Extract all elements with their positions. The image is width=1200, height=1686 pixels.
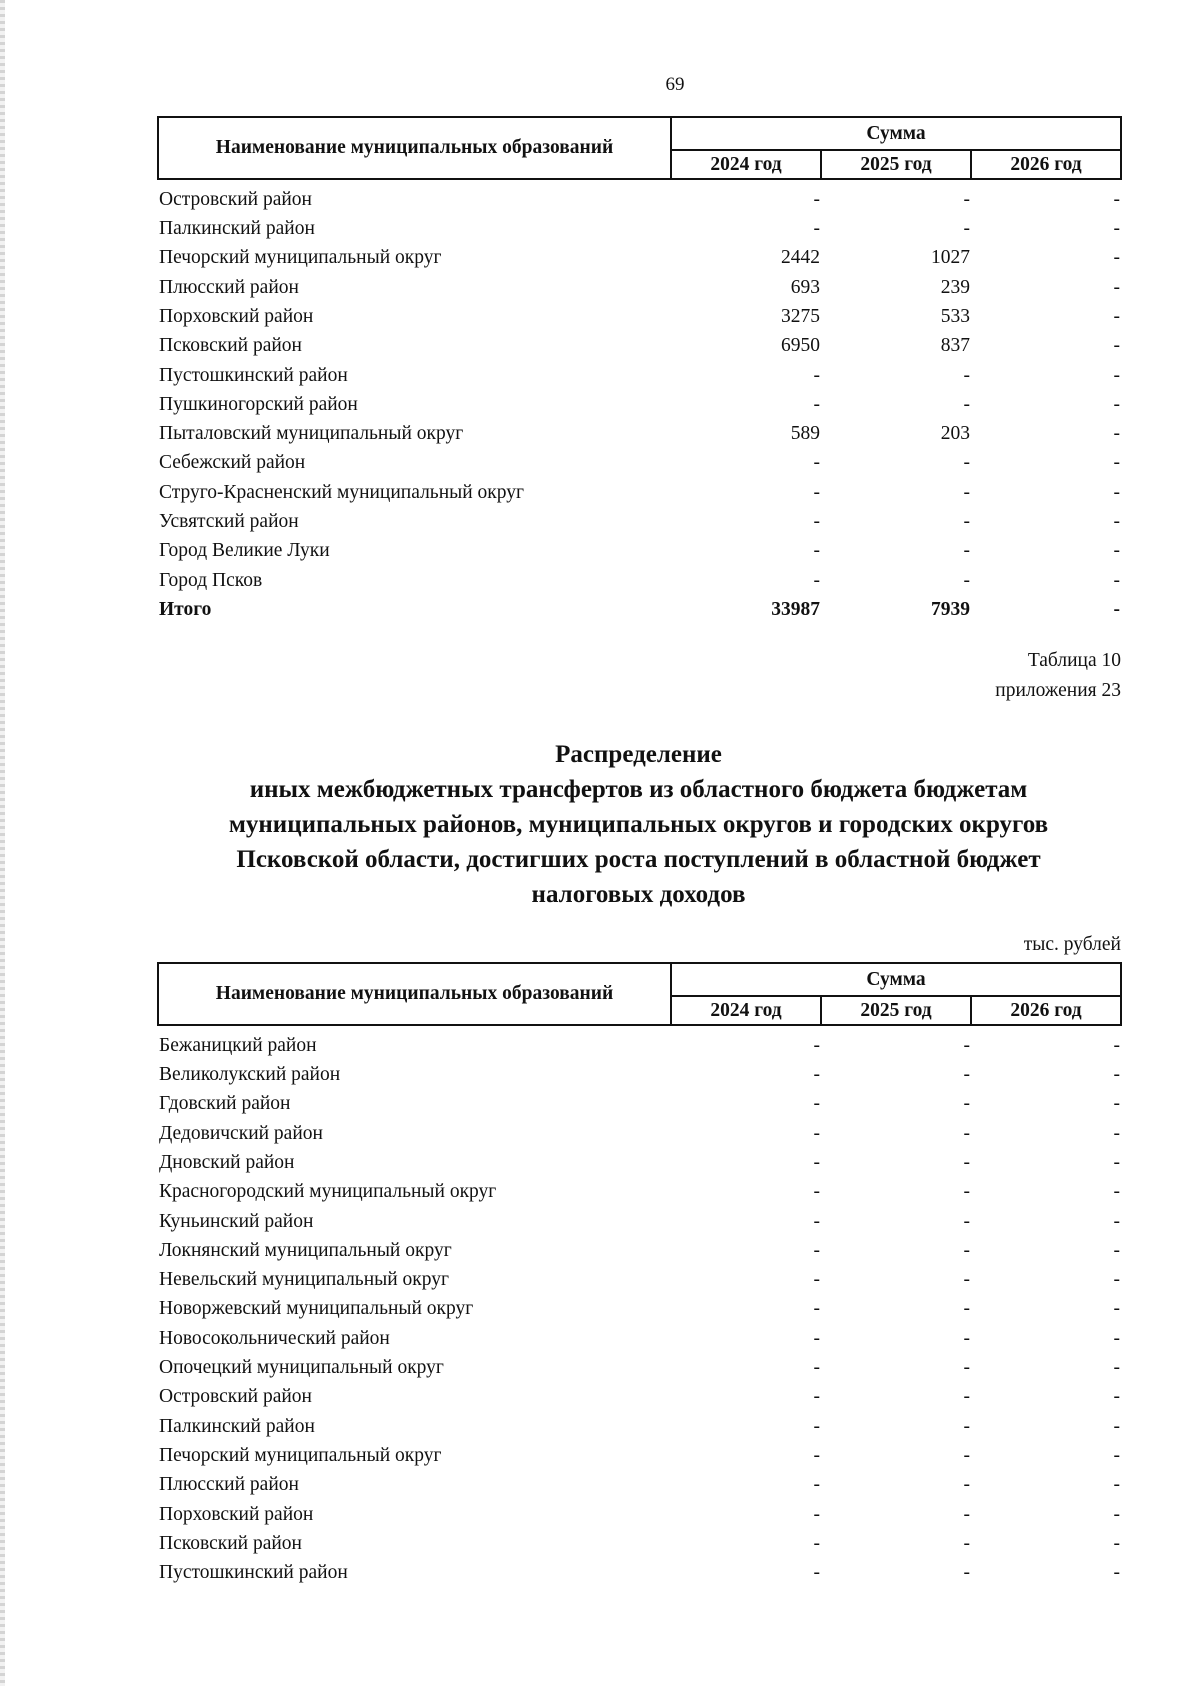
cell-2024: -: [813, 1093, 820, 1115]
cell-name: Локнянский муниципальный округ: [159, 1239, 452, 1261]
cell-name: Красногородский муниципальный округ: [159, 1181, 497, 1203]
cell-2024: -: [813, 540, 820, 562]
cell-2025: -: [963, 1034, 970, 1056]
cell-2026: -: [1113, 247, 1121, 269]
table-row: [158, 1378, 1121, 1407]
table-row: [158, 532, 1121, 561]
cell-2026: -: [1113, 598, 1121, 620]
cell-2025: -: [963, 511, 970, 533]
header-year-2024: 2024 год: [671, 150, 821, 179]
header-name-column: Наименование муниципальных образований: [158, 963, 671, 1025]
table-1-body: [158, 179, 1121, 619]
cell-2024: -: [813, 1562, 820, 1584]
cell-name: Плюсский район: [159, 276, 299, 298]
table-row: [158, 1231, 1121, 1260]
cell-2026: -: [1113, 1327, 1121, 1349]
table-row: [158, 1114, 1121, 1143]
page-number: 69: [665, 74, 685, 95]
table-1: [157, 116, 1122, 619]
cell-name: Островский район: [159, 188, 312, 210]
cell-2026: -: [1113, 423, 1121, 445]
cell-2025: 239: [940, 276, 970, 298]
table-2-body: [158, 1025, 1121, 1583]
table-row: [158, 1348, 1121, 1377]
header-year-2025: 2025 год: [821, 996, 971, 1025]
cell-name: Островский район: [159, 1386, 312, 1408]
cell-2025: -: [963, 1181, 970, 1203]
cell-2024: 2442: [781, 247, 820, 269]
document-title: [157, 737, 1120, 912]
cell-2024: -: [813, 1357, 820, 1379]
cell-2024: -: [813, 569, 820, 591]
cell-2025: -: [963, 1386, 970, 1408]
cell-2026: -: [1113, 452, 1121, 474]
cell-2025: -: [963, 1093, 970, 1115]
title-line: иных межбюджетных трансфертов из областного бюджета бюджетам: [249, 776, 1028, 803]
cell-2025: -: [963, 1444, 970, 1466]
table-row: [158, 179, 1121, 209]
cell-2026: -: [1113, 1064, 1121, 1086]
table-row: [158, 444, 1121, 473]
cell-name: Псковский район: [159, 335, 302, 357]
cell-name: Дновский район: [159, 1151, 295, 1173]
cell-2026: -: [1113, 393, 1121, 415]
cell-2025: -: [963, 1122, 970, 1144]
cell-2026: -: [1113, 1503, 1121, 1525]
cell-2024: -: [813, 364, 820, 386]
header-name-column: Наименование муниципальных образований: [158, 117, 671, 179]
cell-2025: -: [963, 1474, 970, 1496]
table-1-header: [158, 117, 1121, 179]
cell-2024: -: [813, 1298, 820, 1320]
cell-2024: 589: [790, 423, 820, 445]
cell-2026: -: [1113, 481, 1121, 503]
cell-2025: -: [963, 188, 970, 210]
cell-2026: -: [1113, 1151, 1121, 1173]
table-row: [158, 356, 1121, 385]
cell-name: Порховский район: [159, 305, 314, 327]
cell-2024: 3275: [781, 305, 820, 327]
table-row: [158, 1319, 1121, 1348]
cell-2026: -: [1113, 1210, 1121, 1232]
cell-2025: 837: [940, 335, 970, 357]
table-row: [158, 239, 1121, 268]
cell-2026: -: [1113, 1474, 1121, 1496]
table-row: [158, 1260, 1121, 1289]
title-line: Распределение: [555, 741, 722, 768]
table-row: [158, 1407, 1121, 1436]
cell-2026: -: [1113, 1034, 1121, 1056]
table-2-header: [158, 963, 1121, 1025]
cell-name: Итого: [159, 598, 212, 620]
cell-2025: -: [963, 1415, 970, 1437]
cell-2024: -: [813, 452, 820, 474]
title-line: Псковской области, достигших роста поступлений в областной бюджет: [236, 846, 1041, 873]
cell-name: Струго-Красненский муниципальный округ: [159, 481, 525, 503]
cell-2026: -: [1113, 1239, 1121, 1261]
table-row: [158, 385, 1121, 414]
cell-2024: -: [813, 1474, 820, 1496]
table-row: [158, 1524, 1121, 1553]
table-1-container: [157, 116, 1120, 619]
cell-2026: -: [1113, 1562, 1121, 1584]
cell-2024: -: [813, 481, 820, 503]
table-row: [158, 268, 1121, 297]
cell-2024: -: [813, 393, 820, 415]
table-row: [158, 1143, 1121, 1172]
cell-2024: -: [813, 1269, 820, 1291]
table-row: [158, 1202, 1121, 1231]
cell-2024: -: [813, 1122, 820, 1144]
table-row: [158, 1495, 1121, 1524]
cell-name: Новосокольнический район: [159, 1327, 390, 1349]
header-year-2024: 2024 год: [671, 996, 821, 1025]
table-row: [158, 561, 1121, 590]
cell-2025: -: [963, 452, 970, 474]
cell-name: Плюсский район: [159, 1474, 299, 1496]
table-row: [158, 473, 1121, 502]
cell-name: Великолукский район: [159, 1064, 341, 1086]
cell-name: Невельский муниципальный округ: [159, 1269, 450, 1291]
cell-2025: -: [963, 218, 970, 240]
cell-2025: 7939: [931, 598, 970, 620]
cell-2024: -: [813, 1181, 820, 1203]
cell-name: Палкинский район: [159, 218, 315, 240]
cell-2025: -: [963, 1064, 970, 1086]
table-row: [158, 1290, 1121, 1319]
cell-2024: -: [813, 1034, 820, 1056]
cell-2026: -: [1113, 364, 1121, 386]
cell-name: Город Псков: [159, 569, 263, 591]
cell-name: Гдовский район: [159, 1093, 291, 1115]
table-row: [158, 297, 1121, 326]
header-year-2026: 2026 год: [971, 150, 1121, 179]
table-row: [158, 209, 1121, 238]
cell-2026: -: [1113, 569, 1121, 591]
cell-2026: -: [1113, 1093, 1121, 1115]
cell-name: Пустошкинский район: [159, 1562, 348, 1584]
cell-name: Порховский район: [159, 1503, 314, 1525]
cell-name: Бежаницкий район: [159, 1034, 317, 1056]
cell-2024: -: [813, 1151, 820, 1173]
cell-2025: -: [963, 1269, 970, 1291]
cell-2026: -: [1113, 1298, 1121, 1320]
cell-2024: -: [813, 1415, 820, 1437]
table-ref-appendix: приложения 23: [995, 680, 1121, 701]
cell-2026: -: [1113, 540, 1121, 562]
cell-2024: 693: [790, 276, 820, 298]
cell-2024: -: [813, 1386, 820, 1408]
cell-2025: -: [963, 1327, 970, 1349]
table-row: [158, 1436, 1121, 1465]
cell-name: Палкинский район: [159, 1415, 315, 1437]
unit-label: тыс. рублей: [1023, 934, 1121, 955]
cell-2024: 33987: [771, 598, 820, 620]
table-row: [158, 1172, 1121, 1201]
cell-2026: -: [1113, 305, 1121, 327]
cell-2025: -: [963, 1357, 970, 1379]
cell-name: Новоржевский муниципальный округ: [159, 1298, 474, 1320]
cell-2025: 533: [940, 305, 970, 327]
cell-2025: -: [963, 1151, 970, 1173]
cell-2025: -: [963, 1210, 970, 1232]
total-row: [158, 590, 1121, 619]
table-row: [158, 1025, 1121, 1055]
scan-edge-artifact: [0, 0, 5, 1686]
cell-2026: -: [1113, 1386, 1121, 1408]
cell-name: Усвятский район: [159, 511, 299, 533]
table-row: [158, 1465, 1121, 1494]
cell-2025: -: [963, 1239, 970, 1261]
cell-name: Дедовичский район: [159, 1122, 323, 1144]
cell-2026: -: [1113, 188, 1121, 210]
cell-2025: -: [963, 1562, 970, 1584]
cell-name: Город Великие Луки: [159, 540, 330, 562]
cell-2024: -: [813, 1503, 820, 1525]
cell-2025: -: [963, 481, 970, 503]
cell-2024: -: [813, 188, 820, 210]
cell-2026: -: [1113, 335, 1121, 357]
cell-2024: -: [813, 1210, 820, 1232]
cell-2025: -: [963, 364, 970, 386]
cell-2025: -: [963, 1532, 970, 1554]
cell-2025: -: [963, 1298, 970, 1320]
cell-2026: -: [1113, 1415, 1121, 1437]
cell-name: Себежский район: [159, 452, 306, 474]
cell-2026: -: [1113, 1444, 1121, 1466]
cell-name: Куньинский район: [159, 1210, 314, 1232]
cell-2026: -: [1113, 1357, 1121, 1379]
table-row: [158, 1085, 1121, 1114]
cell-2026: -: [1113, 218, 1121, 240]
cell-2024: -: [813, 1327, 820, 1349]
cell-2025: -: [963, 540, 970, 562]
header-year-2026: 2026 год: [971, 996, 1121, 1025]
table-row: [158, 502, 1121, 531]
cell-2024: -: [813, 511, 820, 533]
table-row: [158, 326, 1121, 355]
table-ref-number: Таблица 10: [1027, 650, 1121, 671]
table-2: [157, 962, 1122, 1583]
cell-2024: -: [813, 1239, 820, 1261]
table-row: [158, 1055, 1121, 1084]
cell-name: Печорский муниципальный округ: [159, 1444, 442, 1466]
cell-2024: -: [813, 1064, 820, 1086]
cell-2026: -: [1113, 1532, 1121, 1554]
cell-name: Псковский район: [159, 1532, 302, 1554]
cell-2026: -: [1113, 1122, 1121, 1144]
cell-2025: 1027: [931, 247, 970, 269]
cell-2024: 6950: [781, 335, 820, 357]
cell-name: Пыталовский муниципальный округ: [159, 423, 464, 445]
cell-name: Опочецкий муниципальный округ: [159, 1357, 444, 1379]
cell-2026: -: [1113, 1269, 1121, 1291]
cell-2024: -: [813, 218, 820, 240]
cell-2024: -: [813, 1532, 820, 1554]
table-row: [158, 1553, 1121, 1582]
cell-2025: -: [963, 1503, 970, 1525]
title-line: налоговых доходов: [531, 881, 746, 908]
cell-2026: -: [1113, 276, 1121, 298]
cell-name: Пустошкинский район: [159, 364, 348, 386]
cell-2025: 203: [940, 423, 970, 445]
header-sum-column: Сумма: [671, 963, 1121, 996]
header-sum-column: Сумма: [671, 117, 1121, 150]
cell-2026: -: [1113, 511, 1121, 533]
table-row: [158, 414, 1121, 443]
cell-2024: -: [813, 1444, 820, 1466]
table-2-container: [157, 962, 1120, 1583]
cell-2025: -: [963, 569, 970, 591]
header-year-2025: 2025 год: [821, 150, 971, 179]
cell-2026: -: [1113, 1181, 1121, 1203]
cell-name: Печорский муниципальный округ: [159, 247, 442, 269]
title-line: муниципальных районов, муниципальных округов и городских округов: [228, 811, 1049, 838]
cell-name: Пушкиногорский район: [159, 393, 358, 415]
cell-2025: -: [963, 393, 970, 415]
